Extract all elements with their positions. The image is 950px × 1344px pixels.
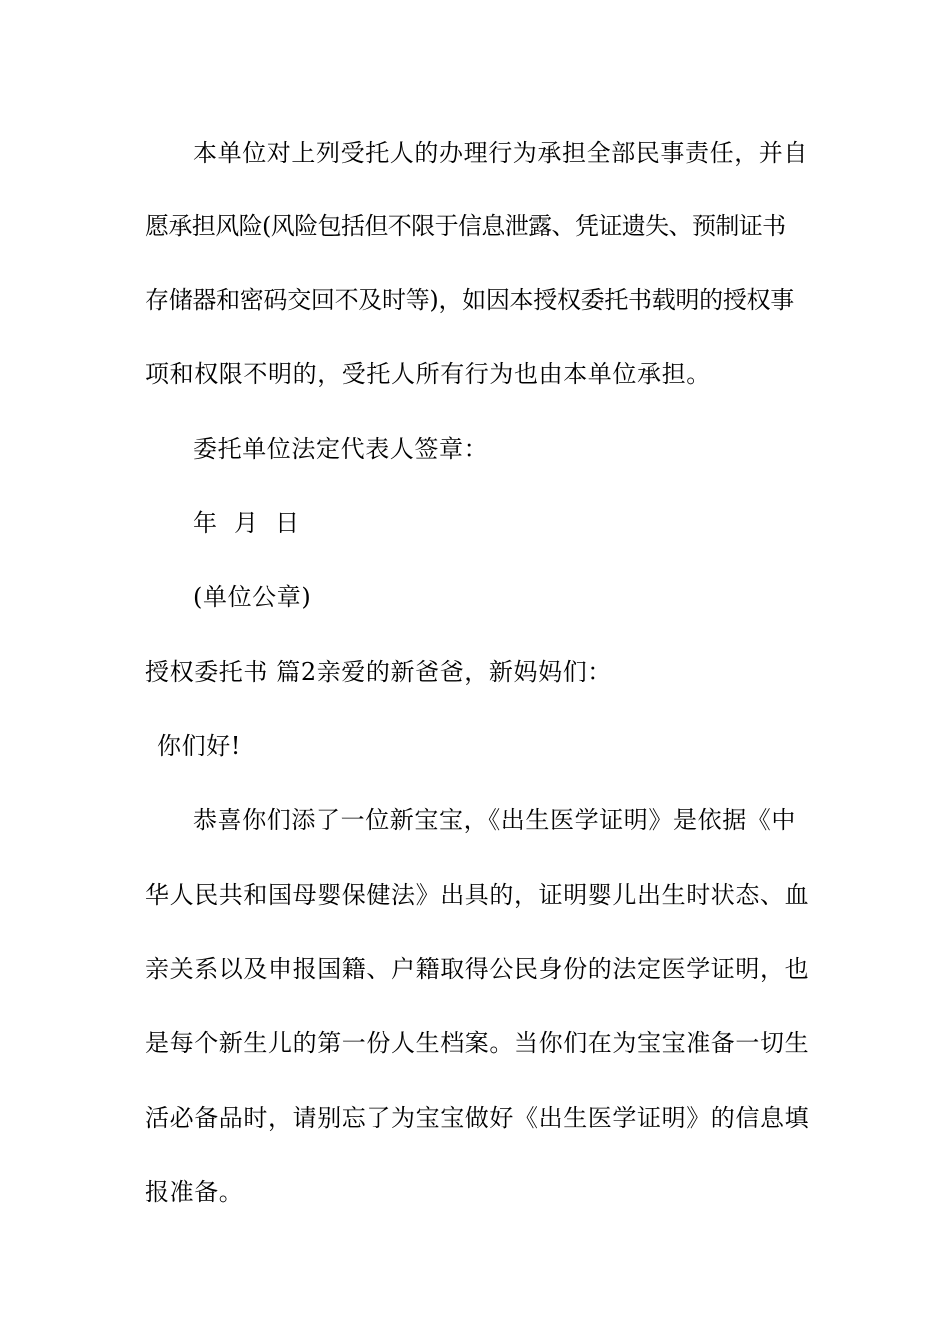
- paragraph2-line-5: 活必备品时，请别忘了为宝宝做好《出生医学证明》的信息填: [145, 1104, 810, 1132]
- date-placeholder: 年 月 日: [193, 509, 300, 537]
- paragraph-line-4: 项和权限不明的，受托人所有行为也由本单位承担。: [145, 360, 711, 388]
- paragraph-line-2: 愿承担风险(风险包括但不限于信息泄露、凭证遗失、预制证书: [145, 212, 786, 240]
- paragraph2-line-3: 亲关系以及申报国籍、户籍取得公民身份的法定医学证明，也: [145, 955, 810, 983]
- paragraph2-line-4: 是每个新生儿的第一份人生档案。当你们在为宝宝准备一切生: [145, 1029, 810, 1057]
- signature-label: 委托单位法定代表人签章：: [193, 435, 489, 463]
- official-seal-label: (单位公章): [193, 583, 312, 611]
- greeting-line: 你们好!: [157, 732, 242, 760]
- paragraph2-line-6: 报准备。: [145, 1178, 244, 1206]
- paragraph-line-3: 存储器和密码交回不及时等)，如因本授权委托书载明的授权事: [145, 286, 794, 314]
- paragraph-line-1: 本单位对上列受托人的办理行为承担全部民事责任，并自: [193, 139, 808, 167]
- section-heading-line: 授权委托书 篇2亲爱的新爸爸，新妈妈们：: [145, 658, 612, 686]
- paragraph2-line-2: 华人民共和国母婴保健法》出具的，证明婴儿出生时状态、血: [145, 881, 810, 909]
- paragraph2-line-1: 恭喜你们添了一位新宝宝，《出生医学证明》是依据《中: [193, 806, 796, 834]
